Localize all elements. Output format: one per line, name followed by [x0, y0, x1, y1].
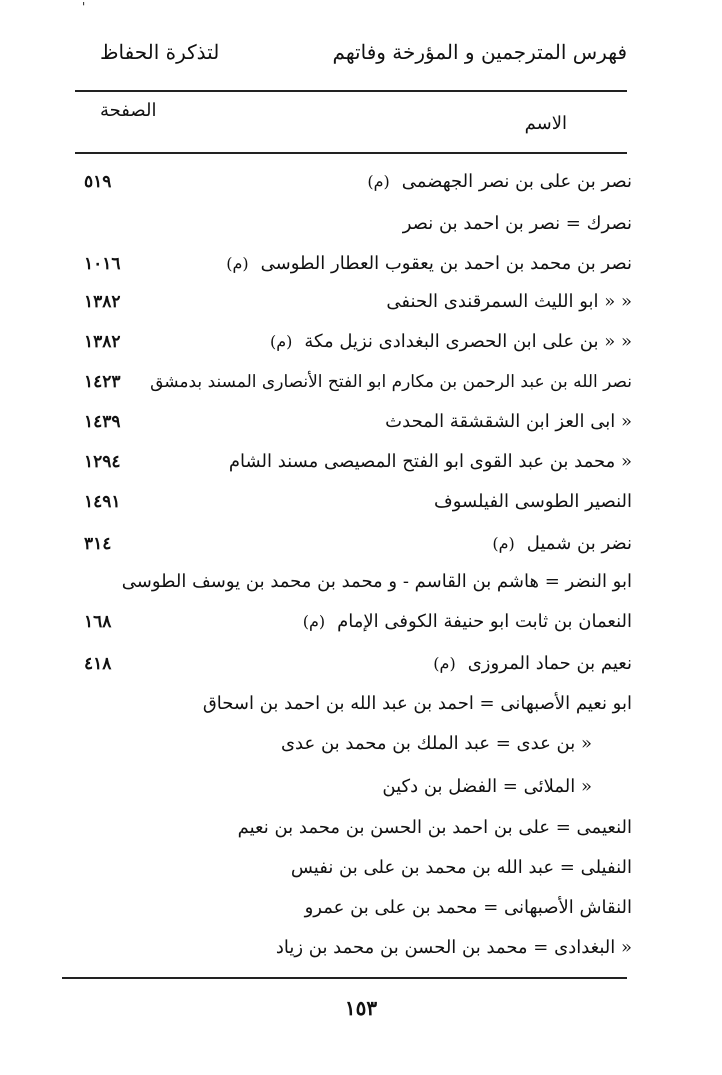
- entry-name: ابو نعيم الأصبهانى = احمد بن عبد الله بن احمد بن اسحاق: [202, 693, 632, 714]
- entry-name: النفيلى = عبد الله بن محمد بن على بن نفيس: [290, 857, 632, 878]
- entry-name: نضر بن شميل(م): [492, 533, 632, 554]
- death-mark: (م): [226, 254, 249, 273]
- entry-name: النصير الطوسى الفيلسوف: [434, 491, 632, 512]
- index-row: [70, 811, 632, 845]
- header-rule: [75, 90, 627, 92]
- death-mark: (م): [433, 654, 456, 673]
- entry-name: نعيم بن حماد المروزى(م): [433, 653, 632, 674]
- index-row: [70, 405, 632, 439]
- index-row: [70, 527, 632, 561]
- column-head-name: الاسم: [524, 113, 567, 134]
- index-row: [70, 931, 632, 965]
- entry-page: ١٤٢٣: [84, 372, 121, 392]
- index-row: [70, 605, 632, 639]
- entry-page: ١٣٨٢: [84, 332, 121, 352]
- entry-name: نصر بن على بن نصر الجهضمى(م): [367, 171, 632, 192]
- entry-page: ١٤٣٩: [84, 412, 121, 432]
- corner-mark: ': [82, 0, 86, 14]
- entry-name: « البغدادى = محمد بن الحسن بن محمد بن زياد: [275, 937, 632, 958]
- entry-page: ٥١٩: [84, 172, 112, 192]
- entry-name: ابو النضر = هاشم بن القاسم - و محمد بن محمد بن يوسف الطوسى: [121, 571, 632, 592]
- death-mark: (م): [492, 534, 515, 553]
- entry-name: نصرك = نصر بن احمد بن نصر: [402, 213, 632, 234]
- index-row: [70, 325, 632, 359]
- index-row: [70, 851, 632, 885]
- death-mark: (م): [302, 612, 326, 631]
- entry-name: « محمد بن عبد القوى ابو الفتح المصيصى مسند الشام: [228, 451, 632, 472]
- entry-page: ١٤٩١: [84, 492, 121, 512]
- index-row: [70, 285, 632, 319]
- entry-name: نصر بن محمد بن احمد بن يعقوب العطار الطوسى(م): [226, 253, 632, 274]
- entry-name: « بن عدى = عبد الملك بن محمد بن عدى: [280, 733, 592, 754]
- index-row: [70, 647, 632, 681]
- entry-page: ١٦٨: [84, 612, 112, 632]
- book-title: لتذكرة الحفاظ: [100, 40, 220, 64]
- index-row: [70, 485, 632, 519]
- entry-name: « « بن على ابن الحصرى البغدادى نزيل مكة(م): [269, 331, 632, 352]
- index-row: [70, 687, 632, 721]
- running-title: فهرس المترجمين و المؤرخة وفاتهم: [332, 40, 627, 64]
- index-row: [70, 727, 632, 761]
- index-row: [70, 247, 632, 281]
- death-mark: (م): [269, 332, 293, 351]
- index-row: [70, 207, 632, 241]
- index-row: [70, 445, 632, 479]
- entry-name: « الملائى = الفضل بن دكين: [382, 776, 592, 797]
- entry-name: « « ابو الليث السمرقندى الحنفى: [386, 291, 632, 312]
- index-row: [70, 891, 632, 925]
- page-number: ١٥٣: [344, 996, 378, 1020]
- index-row: [70, 365, 632, 399]
- entry-page: ١٠١٦: [84, 254, 121, 274]
- index-row: [70, 165, 632, 199]
- index-row: [70, 770, 632, 804]
- entry-page: ٣١٤: [84, 534, 112, 554]
- column-head-rule: [75, 152, 627, 154]
- index-row: [70, 565, 632, 599]
- entry-page: ١٣٨٢: [84, 292, 121, 312]
- entry-page: ١٢٩٤: [84, 452, 121, 472]
- death-mark: (م): [367, 172, 390, 191]
- column-head-page: الصفحة: [100, 100, 157, 121]
- entry-name: النعيمى = على بن احمد بن الحسن بن محمد بن نعيم: [237, 817, 632, 838]
- entry-name: « ابى العز ابن الشقشقة المحدث: [385, 411, 632, 432]
- entry-name: النقاش الأصبهانى = محمد بن على بن عمرو: [304, 897, 632, 918]
- entry-name: نصر الله بن عبد الرحمن بن مكارم ابو الفتح الأنصارى المسند بدمشق: [150, 372, 632, 392]
- footer-rule: [62, 977, 627, 979]
- entry-name: النعمان بن ثابت ابو حنيفة الكوفى الإمام(م): [302, 611, 632, 632]
- entry-page: ٤١٨: [84, 654, 112, 674]
